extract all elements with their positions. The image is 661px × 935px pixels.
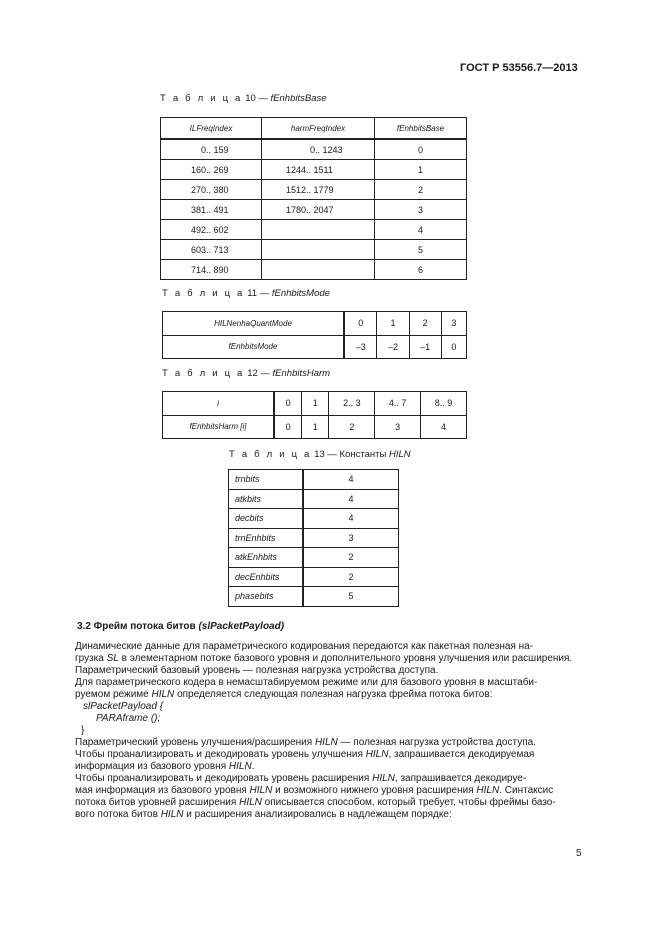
table-cell <box>262 240 375 260</box>
table-cell: 0.. 1243 <box>262 139 375 160</box>
table-cell: –1 <box>409 335 441 359</box>
table-cell: 5 <box>375 240 467 260</box>
table-row <box>161 260 467 280</box>
table12-caption: Т а б л и ц а 12 — fEnhbitsHarm <box>162 368 331 379</box>
table-row <box>229 470 399 490</box>
table-cell: 492.. 602 <box>161 220 262 240</box>
code-line: slPacketPayload { <box>83 701 164 712</box>
table-row <box>161 220 467 240</box>
table-row <box>229 528 399 548</box>
table-cell: 2 <box>303 548 399 568</box>
table-cell: 8.. 9 <box>421 392 467 416</box>
table-cell: 1244.. 1511 <box>262 160 375 180</box>
paragraph-line: вого потока битов HILN и расширения анализировались в надлежащем порядке: <box>75 809 452 820</box>
page-number: 5 <box>576 848 582 859</box>
table-cell: 4 <box>375 220 467 240</box>
table-row <box>161 160 467 180</box>
table-cell: 4 <box>303 489 399 509</box>
paragraph-line: Чтобы проанализировать и декодировать уровень расширения HILN, запрашивается декодируе- <box>75 773 527 784</box>
table11 <box>162 311 467 359</box>
table-cell: 4 <box>303 470 399 490</box>
table-row <box>229 567 399 587</box>
table-cell: 5 <box>303 587 399 607</box>
table-cell: 2 <box>409 312 441 336</box>
table-cell: 6 <box>375 260 467 280</box>
table-row <box>161 180 467 200</box>
table-row-label: HILNenhaQuantMode <box>163 312 345 336</box>
paragraph-line: информация из базового уровня HILN. <box>75 761 255 772</box>
table-cell: decEnhbits <box>229 567 304 587</box>
table-cell: 0 <box>274 415 302 439</box>
table-row-label: fEnhbitsHarm [i] <box>163 415 275 439</box>
table-row <box>163 335 467 359</box>
body-text <box>75 641 585 821</box>
table11-caption: Т а б л и ц а 11 — fEnhbitsMode <box>162 288 330 299</box>
document-header: ГОСТ Р 53556.7—2013 <box>460 62 578 74</box>
table-cell: 4 <box>303 509 399 529</box>
table-cell: 4.. 7 <box>375 392 421 416</box>
paragraph-line: грузка SL в элементарном потоке базового уровня и дополнительного уровня улучшения или расширения. <box>75 653 573 664</box>
code-line: } <box>81 725 85 736</box>
table-row <box>229 489 399 509</box>
table10 <box>160 117 467 280</box>
table-cell: 1 <box>302 392 329 416</box>
table-cell: 0 <box>274 392 302 416</box>
table-cell: atkEnhbits <box>229 548 304 568</box>
table-cell <box>262 260 375 280</box>
table-cell: trnEnhbits <box>229 528 304 548</box>
table-cell <box>262 220 375 240</box>
table-cell: –2 <box>377 335 409 359</box>
paragraph-line: мая информация из базового уровня HILN и возможного нижнего уровня расширения HILN. Синтаксис <box>75 785 554 796</box>
table-row <box>229 587 399 607</box>
paragraph-line: Чтобы проанализировать и декодировать уровень улучшения HILN, запрашивается декодируемая <box>75 749 535 760</box>
table-header-cell: ILFreqIndex <box>161 118 262 140</box>
table-cell: 2 <box>329 415 375 439</box>
table-cell: 0 <box>344 312 377 336</box>
table-cell: 4 <box>421 415 467 439</box>
paragraph-line: Параметрический базовый уровень — полезная нагрузка устройства доступа. <box>75 665 439 676</box>
table-cell: 714.. 890 <box>161 260 262 280</box>
table-cell: 1 <box>375 160 467 180</box>
paragraph-line: руемом режиме HILN определяется следующая полезная нагрузка фрейма потока битов: <box>75 689 493 700</box>
table-cell: 270.. 380 <box>161 180 262 200</box>
table-row <box>161 139 467 160</box>
table-row <box>163 392 467 416</box>
table13 <box>228 469 399 607</box>
table-cell: atkbits <box>229 489 304 509</box>
paragraph-line: Динамические данные для параметрического кодирования передаются как пакетная полезная на- <box>75 641 534 652</box>
table-cell: 381.. 491 <box>161 200 262 220</box>
paragraph-line: Параметрический уровень улучшения/расширения HILN — полезная нагрузка устройства доступа. <box>75 737 536 748</box>
table-row <box>229 509 399 529</box>
table-header-cell: harmFreqIndex <box>262 118 375 140</box>
paragraph-line: потока битов уровней расширения HILN описывается способом, который требует, чтобы фреймы базо- <box>75 797 556 808</box>
table-cell: 2 <box>375 180 467 200</box>
table-header-row <box>161 118 467 140</box>
table12 <box>162 391 467 439</box>
table-row-label: fEnhbitsMode <box>163 335 345 359</box>
table-cell: 160.. 269 <box>161 160 262 180</box>
table10-caption: Т а б л и ц а 10 — fEnhbitsBase <box>160 93 327 104</box>
table-cell: 2.. 3 <box>329 392 375 416</box>
table-cell: 3 <box>375 415 421 439</box>
table-cell: 603.. 713 <box>161 240 262 260</box>
table-cell: 3 <box>375 200 467 220</box>
table-cell: 0.. 159 <box>161 139 262 160</box>
table13-caption: Т а б л и ц а 13 — Константы HILN <box>229 449 411 460</box>
table-row <box>161 240 467 260</box>
table-row <box>161 200 467 220</box>
table-cell: 0 <box>375 139 467 160</box>
table-cell: 3 <box>303 528 399 548</box>
table-header-cell: fEnhbitsBase <box>375 118 467 140</box>
table-cell: trnbits <box>229 470 304 490</box>
table-cell: 1 <box>377 312 409 336</box>
table-cell: decbits <box>229 509 304 529</box>
table-row <box>163 415 467 439</box>
table-cell: 1 <box>302 415 329 439</box>
table-cell: –3 <box>344 335 377 359</box>
table-cell: 1780.. 2047 <box>262 200 375 220</box>
code-line: PARAframe (); <box>96 713 161 724</box>
table-cell: 1512.. 1779 <box>262 180 375 200</box>
paragraph-line: Для параметрического кодера в немасштабируемом режиме или для базового уровня в масштаби- <box>75 677 538 688</box>
table-row <box>229 548 399 568</box>
table-cell: 0 <box>441 335 466 359</box>
table-row <box>163 312 467 336</box>
table-cell: 3 <box>441 312 466 336</box>
table-row-label: i <box>163 392 275 416</box>
table-cell: 2 <box>303 567 399 587</box>
table-cell: phasebits <box>229 587 304 607</box>
section-heading: 3.2 Фрейм потока битов (slPacketPayload) <box>77 621 285 632</box>
